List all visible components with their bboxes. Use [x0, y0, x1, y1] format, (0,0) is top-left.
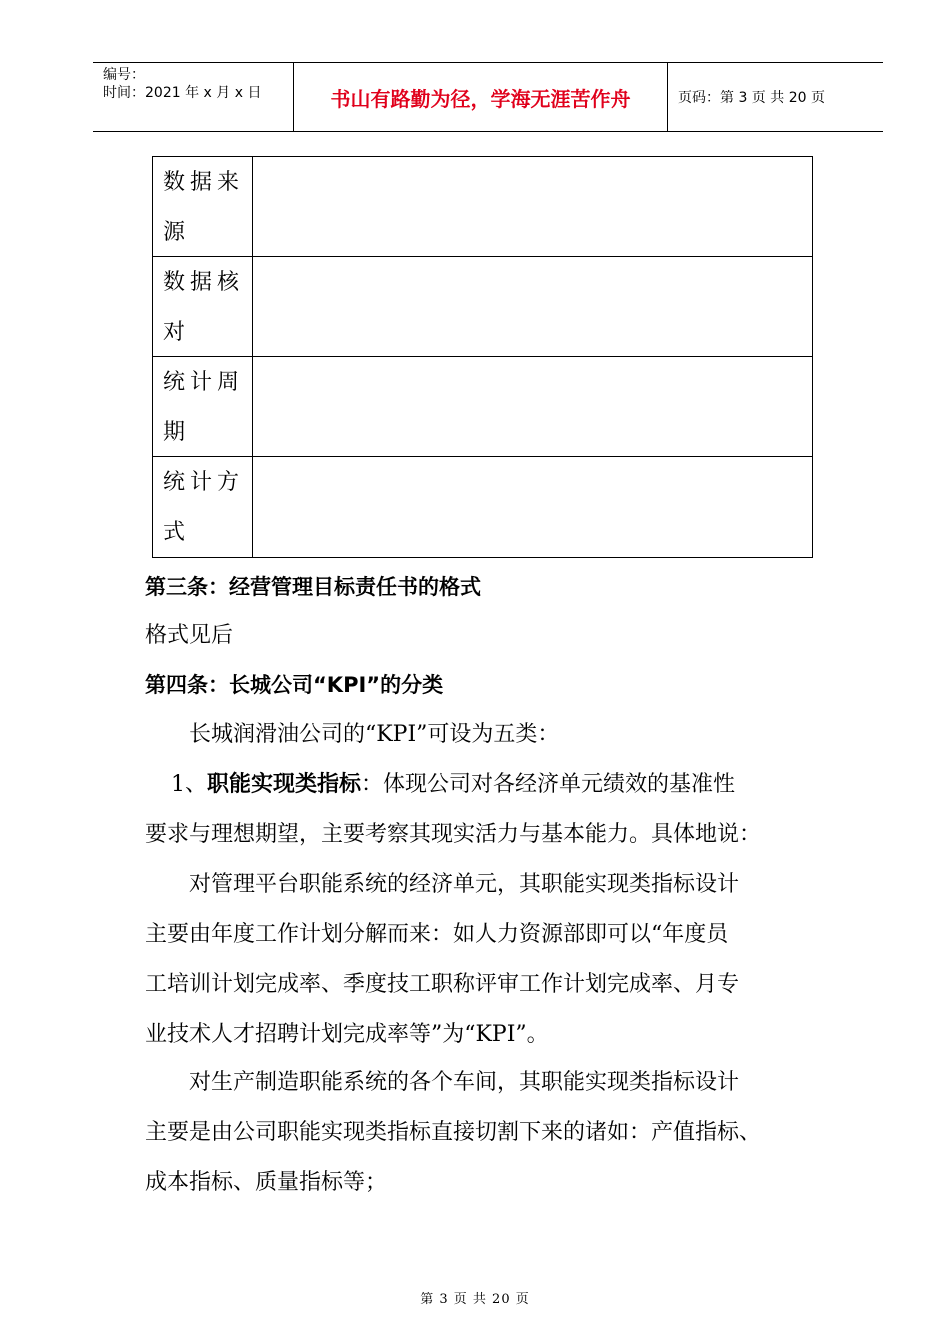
heading-article-3: 第三条：经营管理目标责任书的格式 — [145, 575, 481, 599]
number-label: 编号： — [103, 67, 145, 83]
table-row-value — [253, 157, 812, 256]
item-number: 1、 — [171, 772, 207, 797]
paragraph-production: 对生产制造职能系统的各个车间，其职能实现类指标设计 主要是由公司职能实现类指标直接切割下来的诸如：产值指标、 成本指标、质量指标等； — [145, 1070, 762, 1195]
table-row-label: 数据来 源 — [153, 157, 253, 256]
header-meta — [93, 63, 294, 131]
page-footer: 第 3 页 共 20 页 — [420, 1292, 530, 1307]
table-row-label: 统计方 式 — [153, 457, 253, 557]
table-row — [153, 357, 812, 457]
table-row — [153, 157, 812, 257]
time-label: 时间：2021 年 x 月 x 日 — [103, 85, 262, 101]
table-row-label: 统计周 期 — [153, 357, 253, 456]
header-page-info: 页码：第 3 页 共 20 页 — [678, 90, 825, 106]
table-row-value — [253, 357, 812, 456]
table-row — [153, 457, 812, 557]
table-row-label: 数据核 对 — [153, 257, 253, 356]
paragraph-management: 对管理平台职能系统的经济单元，其职能实现类指标设计 主要由年度工作计划分解而来：如人力资源部即可以“年度员 工培训计划完成率、季度技工职称评审工作计划完成率、月专 业技术人才招聘计划完成率等”为“KPI”。 — [145, 872, 740, 1047]
heading-article-4: 第四条：长城公司“KPI”的分类 — [145, 673, 444, 697]
table-row-value — [253, 457, 812, 557]
paragraph-item-1: 1、职能实现类指标：体现公司对各经济单元绩效的基准性 要求与理想期望，主要考察其现实活力与基本能力。具体地说： — [145, 772, 762, 847]
data-table — [152, 156, 813, 558]
item-title: 职能实现类指标 — [207, 772, 362, 797]
page-header — [93, 62, 883, 132]
header-motto: 书山有路勤为径，学海无涯苦作舟 — [294, 63, 668, 131]
table-row — [153, 257, 812, 357]
paragraph-intro: 长城润滑油公司的“KPI”可设为五类： — [189, 722, 560, 747]
table-row-value — [253, 257, 812, 356]
item-text: ：体现公司对各经济单元绩效的基准性 — [361, 772, 736, 797]
format-note: 格式见后 — [145, 623, 234, 648]
